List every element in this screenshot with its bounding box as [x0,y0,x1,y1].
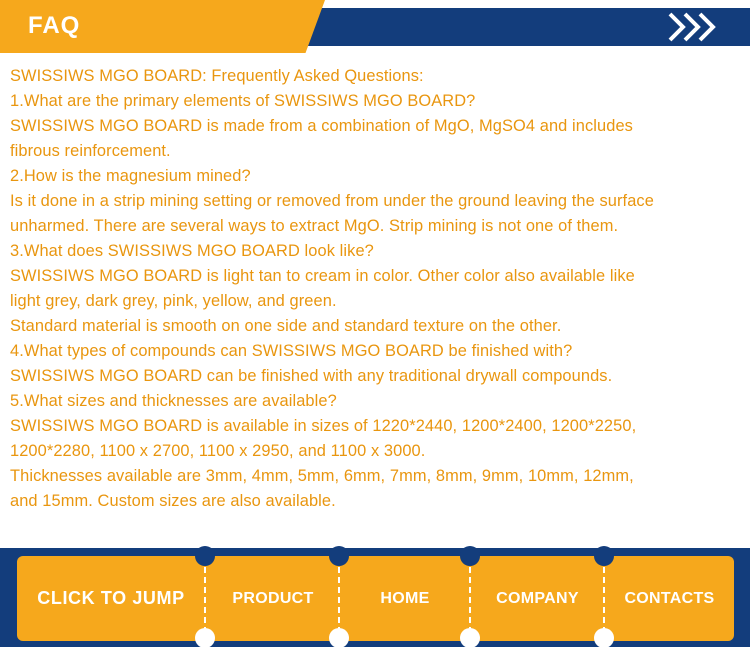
faq-question-3: 3.What does SWISSIWS MGO BOARD look like? [10,242,374,260]
faq-header [0,0,750,58]
faq-answer-1-line-1: SWISSIWS MGO BOARD is made from a combination of MgO, MgSO4 and includes [10,117,633,135]
nav-notch [329,546,349,566]
faq-answer-4: SWISSIWS MGO BOARD can be finished with any traditional drywall compounds. [10,367,613,385]
faq-answer-3-line-1: SWISSIWS MGO BOARD is light tan to cream in color. Other color also available like [10,267,635,285]
nav-company-link[interactable]: COMPANY [496,589,579,607]
faq-answer-1-line-2: fibrous reinforcement. [10,142,171,160]
faq-answer-2-line-1: Is it done in a strip mining setting or removed from under the ground leaving the surface [10,192,654,210]
nav-divider [338,567,340,633]
nav-notch [329,628,349,648]
faq-answer-5-line-2: 1200*2280, 1100 x 2700, 1100 x 2950, and 1100 x 3000. [10,442,426,460]
click-to-jump-label: CLICK TO JUMP [37,588,185,608]
double-chevron-right-icon [666,12,726,42]
faq-question-2: 2.How is the magnesium mined? [10,167,251,185]
faq-answer-3-line-2: light grey, dark grey, pink, yellow, and green. [10,292,337,310]
page-title: FAQ [28,12,81,39]
faq-question-1: 1.What are the primary elements of SWISSIWS MGO BOARD? [10,92,476,110]
faq-heading: SWISSIWS MGO BOARD: Frequently Asked Questions: [10,67,424,85]
nav-divider [469,567,471,633]
faq-answer-5-line-3: Thicknesses available are 3mm, 4mm, 5mm, 6mm, 7mm, 8mm, 9mm, 10mm, 12mm, [10,467,634,485]
nav-notch [460,546,480,566]
nav-notch [195,628,215,648]
nav-notch [594,628,614,648]
faq-answer-5-line-1: SWISSIWS MGO BOARD is available in sizes of 1220*2440, 1200*2400, 1200*2250, [10,417,637,435]
nav-notch [460,628,480,648]
nav-product-link[interactable]: PRODUCT [232,589,314,607]
faq-question-4: 4.What types of compounds can SWISSIWS MGO BOARD be finished with? [10,342,573,360]
nav-home-link[interactable]: HOME [380,589,430,607]
faq-content [10,64,742,514]
nav-notch [195,546,215,566]
faq-answer-3-line-3: Standard material is smooth on one side and standard texture on the other. [10,317,562,335]
nav-notch [594,546,614,566]
faq-question-5: 5.What sizes and thicknesses are available? [10,392,337,410]
nav-divider [603,567,605,633]
faq-answer-2-line-2: unharmed. There are several ways to extract MgO. Strip mining is not one of them. [10,217,619,235]
faq-answer-5-line-4: and 15mm. Custom sizes are also available. [10,492,336,510]
nav-contacts-link[interactable]: CONTACTS [624,589,715,607]
nav-divider [204,567,206,633]
